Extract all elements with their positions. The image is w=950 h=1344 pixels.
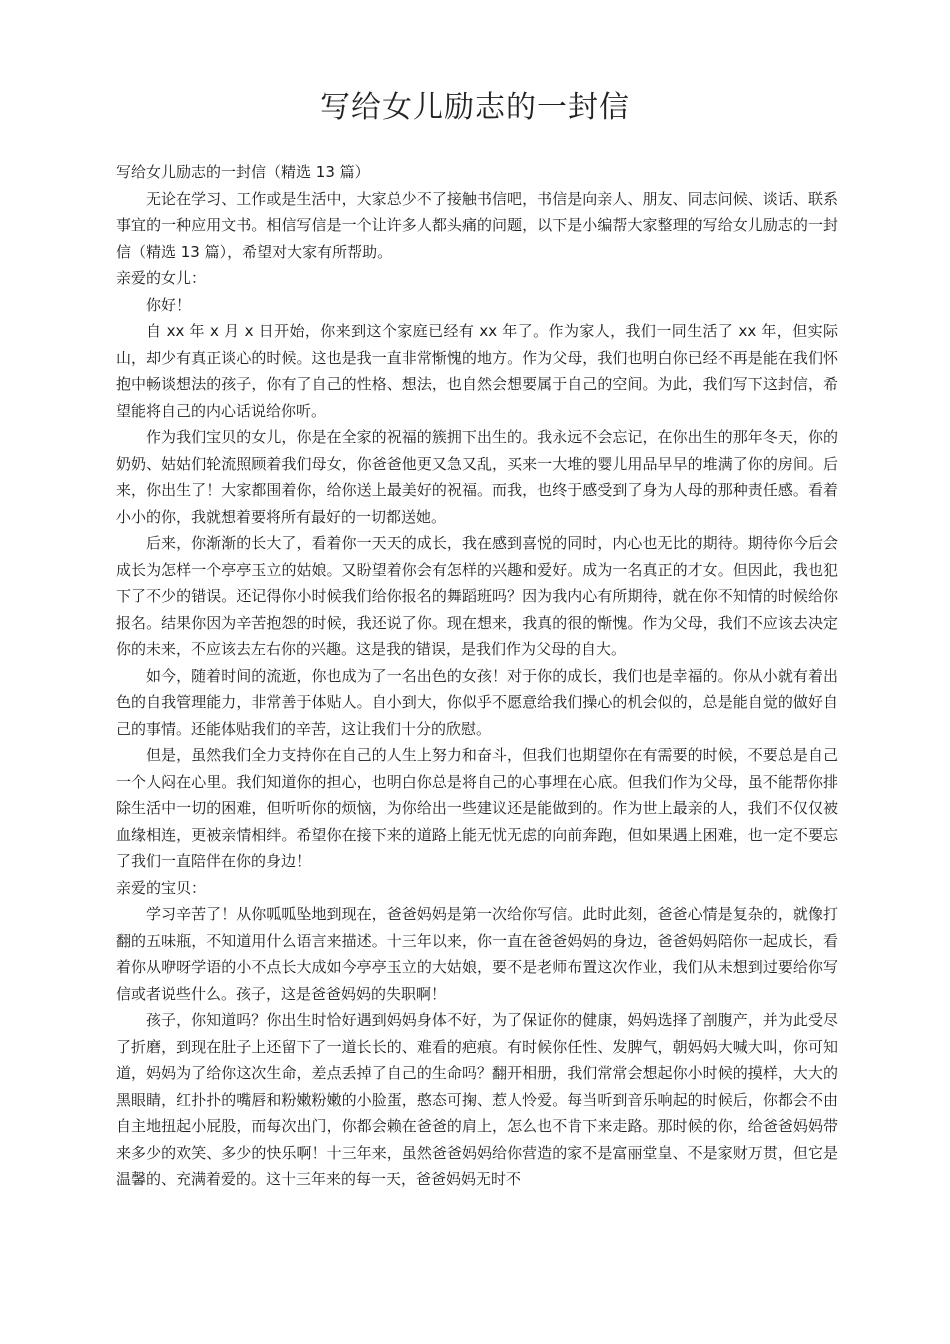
paragraph: 作为我们宝贝的女儿，你是在全家的祝福的簇拥下出生的。我永远不会忘记，在你出生的那年冬天，你的奶奶、姑姑们轮流照顾着我们母女，你爸爸他更又急又乱，买来一大堆的婴儿用品早早的堆满了你的房间。后来，你出生了！大家都围着你，给你送上最美好的祝福。而我，也终于感受到了身为人母的那种责任感。看着小小的你，我就想着要将所有最好的一切都送她。	[116, 428, 838, 526]
paragraph: 后来，你渐渐的长大了，看着你一天天的成长，我在感到喜悦的同时，内心也无比的期待。期待你今后会成长为怎样一个亭亭玉立的姑娘。又盼望着你会有怎样的兴趣和爱好。成为一名真正的才女。但因此，我也犯下了不少的错误。还记得你小时候我们给你报名的舞蹈班吗？因为我内心有所期待，就在你不知情的时候给你报名。结果你因为辛苦抱怨的时候，我还说了你。现在想来，我真的很的惭愧。作为父母，我们不应该去决定你的未来，不应该去左右你的兴趣。这是我的错误，是我们作为父母的自大。	[116, 534, 838, 658]
document-body	[116, 159, 838, 1193]
paragraph: 但是，虽然我们全力支持你在自己的人生上努力和奋斗，但我们也期望你在有需要的时候，不要总是自己一个人闷在心里。我们知道你的担心，也明白你总是将自己的心事埋在心底。但我们作为父母，虽不能帮你排除生活中一切的困难，但听听你的烦恼，为你给出一些建议还是能做到的。作为世上最亲的人，我们不仅仅被血缘相连，更被亲情相绊。希望你在接下来的道路上能无忧无虑的向前奔跑，但如果遇上困难，也一定不要忘了我们一直陪伴在你的身边！	[116, 746, 838, 870]
paragraph: 自 xx 年 x 月 x 日开始，你来到这个家庭已经有 xx 年了。作为家人，我们一同生活了 xx 年，但实际山，却少有真正谈心的时候。这也是我一直非常惭愧的地方。作为父母，我们也明白你已经不再是能在我们怀抱中畅谈想法的孩子，你有了自己的性格、想法，也自然会想要属于自己的空间。为此，我们写下这封信，希望能将自己的内心话说给你听。	[116, 322, 838, 420]
paragraph: 亲爱的女儿：	[116, 269, 207, 287]
paragraph: 如今，随着时间的流逝，你也成为了一名出色的女孩！对于你的成长，我们也是幸福的。你从小就有着出色的自我管理能力，非常善于体贴人。自小到大，你似乎不愿意给我们操心的机会似的，总是能自觉的做好自己的事情。还能体贴我们的辛苦，这让我们十分的欣慰。	[116, 666, 838, 738]
document-title: 写给女儿励志的一封信	[320, 90, 630, 125]
paragraph: 孩子，你知道吗？你出生时恰好遇到妈妈身体不好，为了保证你的健康，妈妈选择了剖腹产，并为此受尽了折磨，到现在肚子上还留下了一道长长的、难看的疤痕。有时候你任性、发脾气，朝妈妈大喊大叫，你可知道，妈妈为了给你这次生命，差点丢掉了自己的生命吗？翻开相册，我们常常会想起你小时候的摸样，大大的黑眼睛，红扑扑的嘴唇和粉嫩粉嫩的小脸蛋，憨态可掬、惹人怜爱。每当听到音乐响起的时候后，你都会不由自主地扭起小屁股，而每次出门，你都会赖在爸爸的肩上，怎么也不肯下来走路。那时候的你，给爸爸妈妈带来多少的欢笑、多少的快乐啊！十三年来，虽然爸爸妈妈给你营造的家不是富丽堂皇、不是家财万贯，但它是温馨的、充满着爱的。这十三年来的每一天，爸爸妈妈无时不	[116, 1011, 838, 1188]
paragraph: 无论在学习、工作或是生活中，大家总少不了接触书信吧，书信是向亲人、朋友、同志问候、谈话、联系事宜的一种应用文书。相信写信是一个让许多人都头痛的问题，以下是小编帮大家整理的写给女儿励志的一封信（精选 13 篇），希望对大家有所帮助。	[116, 189, 838, 261]
paragraph: 你好！	[146, 295, 192, 314]
paragraph: 亲爱的宝贝：	[116, 878, 207, 897]
paragraph: 学习辛苦了！从你呱呱坠地到现在，爸爸妈妈是第一次给你写信。此时此刻，爸爸心情是复杂的，就像打翻的五味瓶，不知道用什么语言来描述。十三年以来，你一直在爸爸妈妈的身边，爸爸妈妈陪你一起成长，看着你从咿呀学语的小不点长大成如今亭亭玉立的大姑娘，要不是老师布置这次作业，我们从未想到过要给你写信或者说些什么。孩子，这是爸爸妈妈的失职啊！	[116, 905, 838, 1003]
paragraph: 写给女儿励志的一封信（精选 13 篇）	[116, 163, 370, 181]
